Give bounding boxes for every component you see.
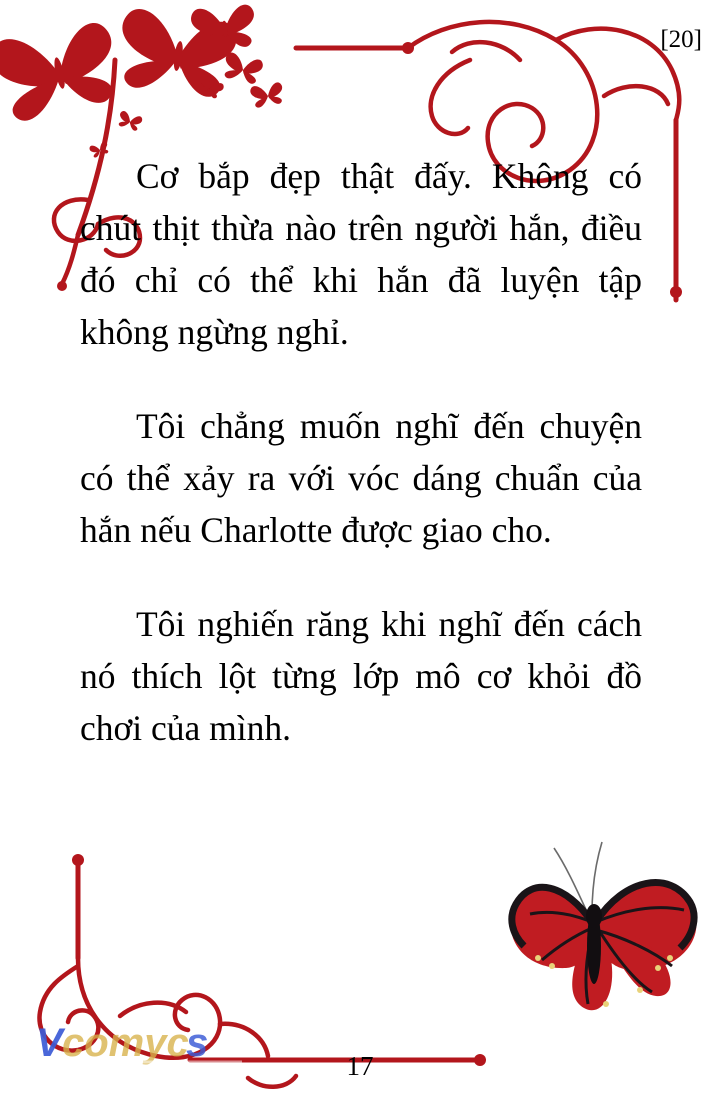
svg-text:comyc: comyc <box>62 1021 189 1065</box>
paragraph: Cơ bắp đẹp thật đấy. Không có chút thịt thừa nào trên người hắn, điều đó chỉ có thể khi hắn đã luyện tập không ngừng nghỉ. <box>80 156 642 352</box>
body-text <box>80 150 642 754</box>
svg-text:V: V <box>36 1021 63 1065</box>
svg-text:s: s <box>186 1021 209 1065</box>
paragraph: Tôi nghiến răng khi nghĩ đến cách nó thích lột từng lớp mô cơ khỏi đồ chơi của mình. <box>80 604 642 748</box>
bottom-right-butterfly-icon <box>480 818 720 1038</box>
paragraph: Tôi chẳng muốn nghĩ đến chuyện có thể xảy ra với vóc dáng chuẩn của hắn nếu Charlotte được giao cho. <box>80 406 642 550</box>
page-marker: [20] <box>660 26 702 53</box>
page-number: 17 <box>346 1051 374 1081</box>
